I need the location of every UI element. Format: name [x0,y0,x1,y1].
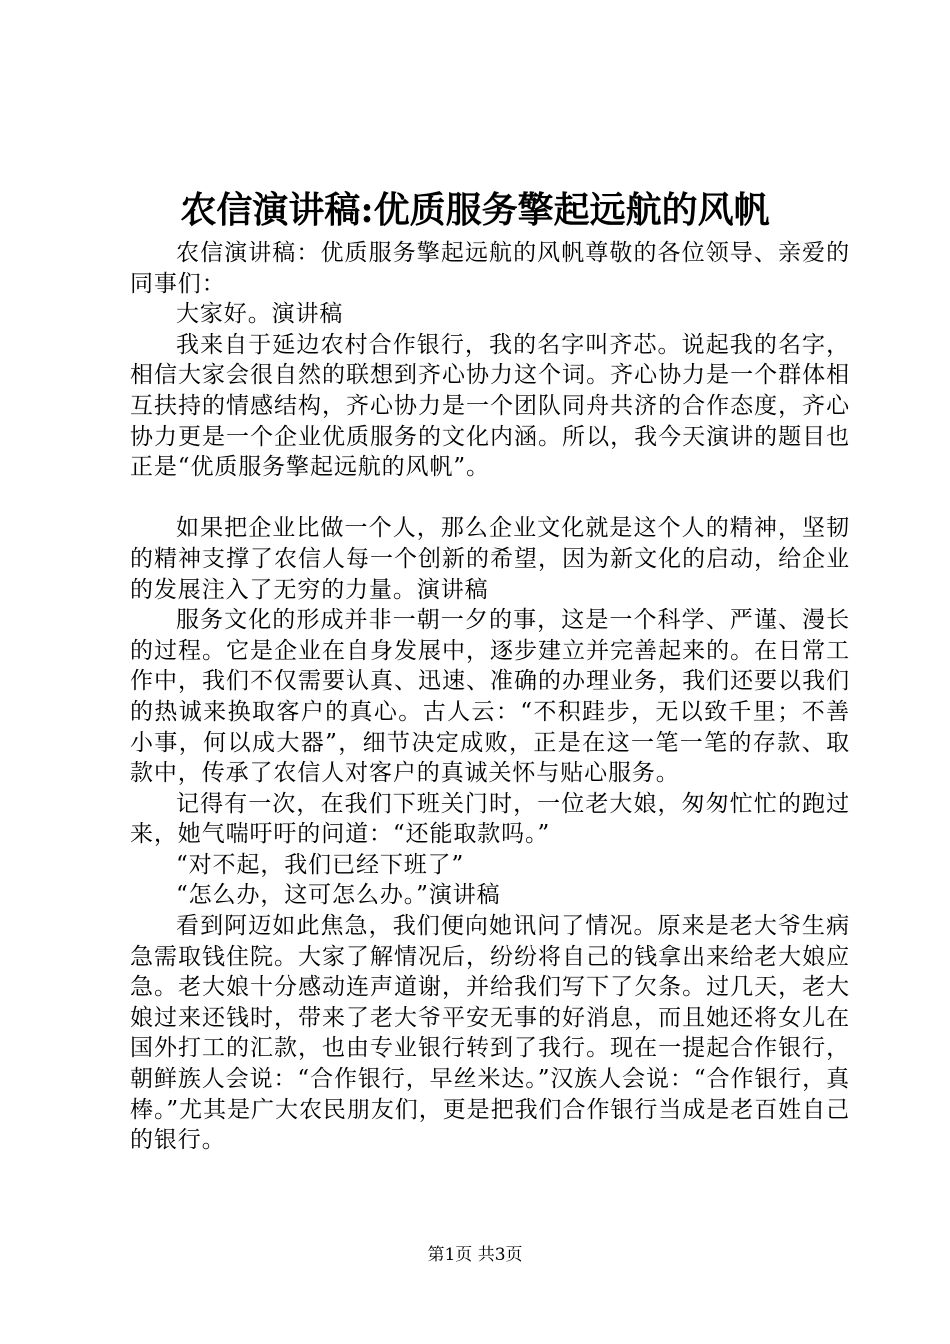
paragraph-greeting: 农信演讲稿：优质服务擎起远航的风帆尊敬的各位领导、亲爱的同事们： [130,240,850,297]
paragraph-dialogue-what-to-do: “怎么办，这可怎么办。”演讲稿 [176,882,501,909]
document-body [130,238,850,1156]
paragraph-enterprise-culture: 如果把企业比做一个人，那么企业文化就是这个人的精神，坚韧的精神支撑了农信人每一个创新的希望，因为新文化的启动，给企业的发展注入了无穷的力量。演讲稿 [130,515,850,603]
paragraph-introduction: 我来自于延边农村合作银行，我的名字叫齐芯。说起我的名字，相信大家会很自然的联想到齐心协力这个词。齐心协力是一个群体相互扶持的情感结构，齐心协力是一个团队同舟共济的合作态度，齐心协力更是一个企业优质服务的文化内涵。所以，我今天演讲的题目也正是“优质服务擎起远航的风帆”。 [130,331,850,481]
paragraph-service-culture: 服务文化的形成并非一朝一夕的事，这是一个科学、严谨、漫长的过程。它是企业在自身发展中，逐步建立并完善起来的。在日常工作中，我们不仅需要认真、迅速、准确的办理业务，我们还要以我们的热诚来换取客户的真心。古人云：“不积跬步，无以致千里；不善小事，何以成大器”，细节决定成败，正是在这一笔一笔的存款、取款中，传承了农信人对客户的真诚关怀与贴心服务。 [130,607,850,787]
paragraph-story-start: 记得有一次，在我们下班关门时，一位老大娘，匆匆忙忙的跑过来，她气喘吁吁的问道：“还能取款吗。” [130,790,850,848]
page-footer: 第1页 共3页 [427,1245,523,1265]
document-title: 农信演讲稿:优质服务擎起远航的风帆 [180,189,770,231]
paragraph-story-end: 看到阿迈如此焦急，我们便向她讯问了情况。原来是老大爷生病急需取钱住院。大家了解情况后，纷纷将自己的钱拿出来给老大娘应急。老大娘十分感动连声道谢，并给我们写下了欠条。过几天，老大娘过来还钱时，带来了老大爷平安无事的好消息，而且她还将女儿在国外打工的汇款，也由专业银行转到了我行。现在一提起合作银行，朝鲜族人会说：“合作银行，早丝米达。”汉族人会说：“合作银行，真棒。”尤其是广大农民朋友们，更是把我们合作银行当成是老百姓自己的银行。 [130,913,850,1154]
paragraph-hello: 大家好。演讲稿 [176,301,344,328]
paragraph-dialogue-sorry: “对不起，我们已经下班了” [176,851,465,878]
